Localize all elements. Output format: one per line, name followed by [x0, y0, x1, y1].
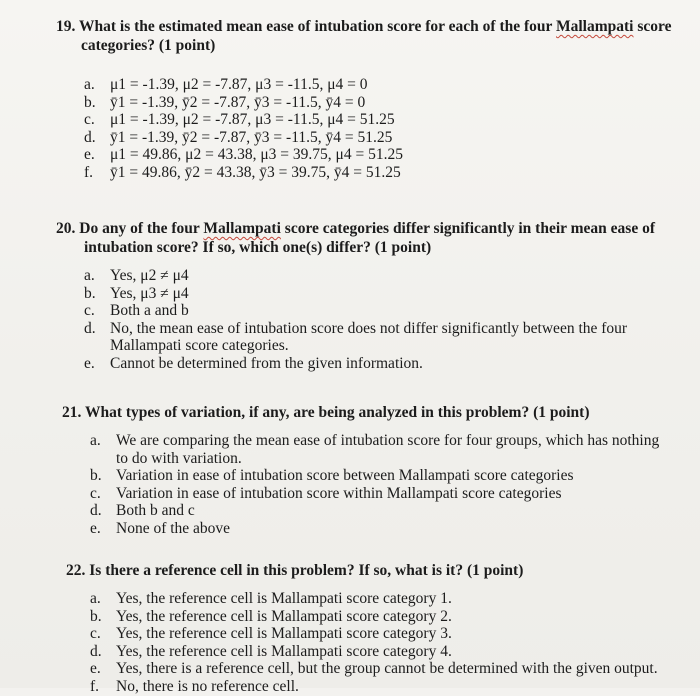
question-20-option-d[interactable]: d. No, the mean ease of intubation score does not differ significantly between the four — [84, 319, 628, 337]
question-22-option-e[interactable]: e. Yes, there is a reference cell, but the group cannot be determined with the given output. — [90, 660, 658, 678]
question-22-stem: 22. Is there a reference cell in this problem? If so, what is it? (1 point) — [66, 562, 524, 579]
question-19-option-a[interactable]: a. μ1 = -1.39, μ2 = -7.87, μ3 = -11.5, μ4 = 0 — [84, 76, 368, 93]
question-20-option-c[interactable]: c. Both a and b — [84, 302, 189, 320]
question-21-options — [90, 432, 659, 538]
question-20-option-a[interactable]: a. Yes, μ2 ≠ μ4 — [84, 267, 189, 284]
question-21-stem: 21. What types of variation, if any, are being analyzed in this problem? (1 point) — [62, 404, 590, 421]
question-21 — [62, 403, 692, 422]
question-20-option-d-line2: Mallampati score categories. — [110, 337, 289, 355]
question-20-stem: 20. Do any of the four Mallampati score categories differ significantly in their mean ease of — [56, 220, 655, 237]
question-21-option-b[interactable]: b. Variation in ease of intubation score between Mallampati score categories — [90, 467, 574, 485]
question-22-option-f[interactable]: f. No, there is no reference cell. — [90, 677, 299, 695]
question-19-option-c[interactable]: c. μ1 = -1.39, μ2 = -7.87, μ3 = -11.5, μ4 = 51.25 — [84, 111, 395, 129]
question-21-option-d[interactable]: d. Both b and c — [90, 502, 195, 520]
question-22 — [66, 561, 696, 580]
question-19-number: 19. — [56, 18, 76, 35]
question-21-option-a[interactable]: a. We are comparing the mean ease of intubation score for four groups, which has nothing — [90, 432, 660, 449]
question-20-options — [84, 267, 627, 373]
question-22-option-b[interactable]: b. Yes, the reference cell is Mallampati score category 2. — [90, 607, 452, 625]
question-20-option-b[interactable]: b. Yes, μ3 ≠ μ4 — [84, 284, 189, 302]
question-21-option-c[interactable]: c. Variation in ease of intubation score within Mallampati score categories — [90, 484, 562, 502]
question-22-option-d[interactable]: d. Yes, the reference cell is Mallampati score category 4. — [90, 642, 452, 660]
question-22-option-a[interactable]: a. Yes, the reference cell is Mallampati score category 1. — [90, 590, 452, 607]
question-21-option-e[interactable]: e. None of the above — [90, 519, 231, 537]
question-20-stem-line2: intubation score? If so, which one(s) differ? (1 point) — [84, 239, 432, 256]
question-22-options — [90, 590, 658, 696]
question-20 — [56, 219, 686, 257]
question-19-option-e[interactable]: e. μ1 = 49.86, μ2 = 43.38, μ3 = 39.75, μ4 = 51.25 — [84, 146, 403, 164]
question-19-option-d[interactable]: d. ȳ1 = -1.39, ȳ2 = -7.87, ȳ3 = -11.5, ȳ4 = 51.25 — [84, 128, 393, 146]
question-19-options — [84, 76, 403, 182]
question-22-number: 22. — [66, 562, 86, 579]
question-19-stem-line2: categories? (1 point) — [81, 37, 216, 54]
question-19 — [56, 17, 686, 55]
question-22-option-c[interactable]: c. Yes, the reference cell is Mallampati score category 3. — [90, 625, 452, 643]
question-21-number: 21. — [62, 404, 82, 421]
question-21-option-a-line2: to do with variation. — [116, 449, 242, 467]
question-20-option-e[interactable]: e. Cannot be determined from the given information. — [84, 354, 423, 372]
question-19-option-f[interactable]: f. ȳ1 = 49.86, ȳ2 = 43.38, ȳ3 = 39.75, ȳ4 = 51.25 — [84, 163, 401, 181]
question-19-stem: 19. What is the estimated mean ease of intubation score for each of the four Mallampati score — [56, 18, 672, 35]
question-19-option-b[interactable]: b. ȳ1 = -1.39, ȳ2 = -7.87, ȳ3 = -11.5, ȳ4 = 0 — [84, 93, 366, 111]
question-20-number: 20. — [56, 220, 76, 237]
